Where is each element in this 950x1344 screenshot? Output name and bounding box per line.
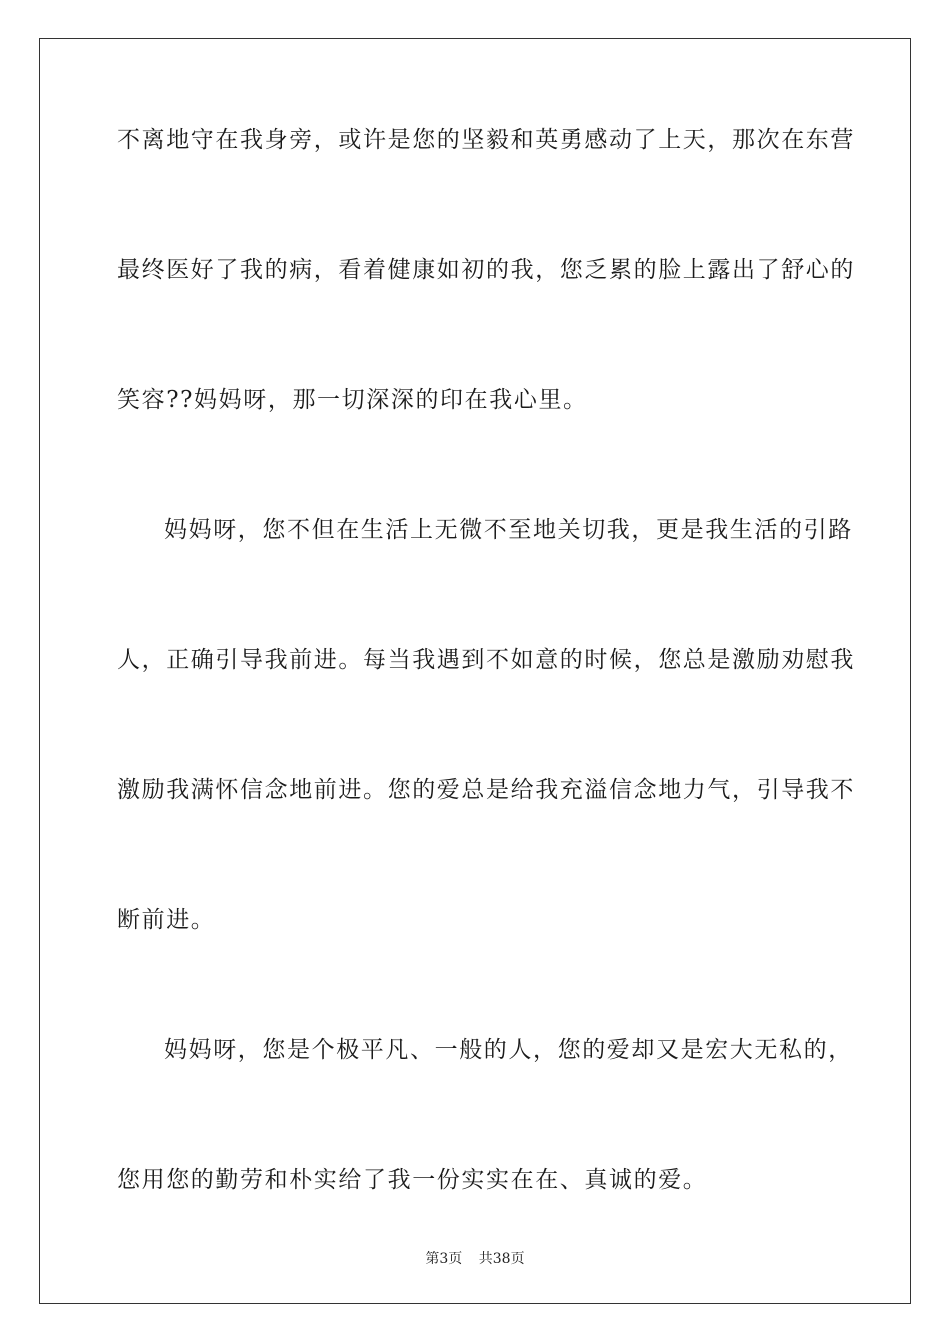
text-line: 不离地守在我身旁，或许是您的坚毅和英勇感动了上天，那次在东营	[117, 127, 855, 153]
total-pages: 共38页	[478, 1251, 525, 1267]
page-number: 第3页	[425, 1251, 463, 1267]
text-line: 断前进。	[117, 907, 216, 933]
paragraph-start-line: 妈妈呀，您是个极平凡、一般的人，您的爱却又是宏大无私的，	[164, 1037, 853, 1063]
page-footer	[0, 1248, 950, 1268]
text-line: 激励我满怀信念地前进。您的爱总是给我充溢信念地力气，引导我不	[117, 777, 855, 803]
text-line: 笑容??妈妈呀，那一切深深的印在我心里。	[117, 387, 588, 413]
paragraph-start-line: 妈妈呀，您不但在生活上无微不至地关切我，更是我生活的引路	[164, 517, 853, 543]
text-line: 人，正确引导我前进。每当我遇到不如意的时候，您总是激励劝慰我	[117, 647, 855, 673]
text-line: 您用您的勤劳和朴实给了我一份实实在在、真诚的爱。	[117, 1167, 708, 1193]
document-body	[117, 125, 855, 1195]
text-line: 最终医好了我的病，看着健康如初的我，您乏累的脸上露出了舒心的	[117, 257, 855, 283]
